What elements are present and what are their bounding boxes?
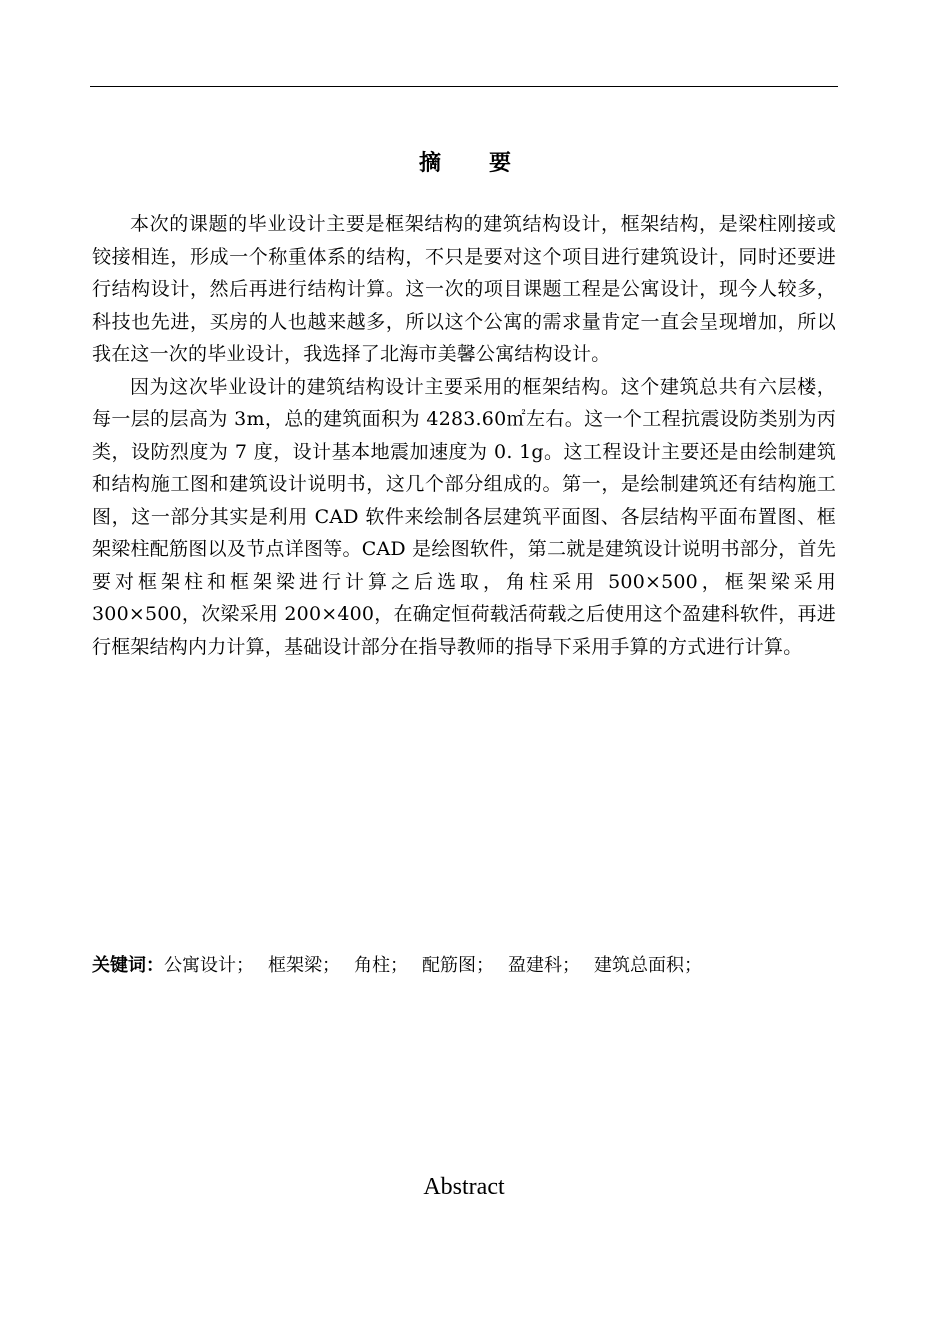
keyword-item: 配筋图；	[422, 955, 494, 976]
keyword-item: 角柱；	[354, 955, 408, 976]
keyword-item: 公寓设计；	[164, 955, 254, 976]
header-rule	[90, 86, 838, 87]
keyword-item: 盈建科；	[508, 955, 580, 976]
keywords-line	[92, 952, 836, 980]
keyword-item: 框架梁；	[268, 955, 340, 976]
abstract-body	[92, 208, 836, 663]
abstract-paragraph-1: 本次的课题的毕业设计主要是框架结构的建筑结构设计，框架结构，是梁柱刚接或铰接相连，形成一个称重体系的结构，不只是要对这个项目进行建筑设计，同时还要进行结构设计，然后再进行结构计算。这一次的项目课题工程是公寓设计，现今人较多，科技也先进，买房的人也越来越多，所以这个公寓的需求量肯定一直会呈现增加，所以我在这一次的毕业设计，我选择了北海市美馨公寓结构设计。	[92, 213, 836, 365]
keyword-item: 建筑总面积；	[594, 955, 702, 976]
abstract-zh-title: 摘要	[418, 150, 559, 176]
abstract-en-title: Abstract	[423, 1174, 505, 1200]
abstract-paragraph-2: 因为这次毕业设计的建筑结构设计主要采用的框架结构。这个建筑总共有六层楼，每一层的层高为 3m，总的建筑面积为 4283.60㎡左右。这一个工程抗震设防类别为丙类，设防烈度为 7 度，设计基本地震加速度为 0. 1g。这工程设计主要还是由绘制建筑和结构施工图和建筑设计说明书，这几个部分组成的。第一，是绘制建筑还有结构施工图，这一部分其实是利用 CAD 软件来绘制各层建筑平面图、各层结构平面布置图、框架梁柱配筋图以及节点详图等。CAD 是绘图软件，第二就是建筑设计说明书部分，首先要对框架柱和框架梁进行计算之后选取，角柱采用 500×500，框架梁采用 300×500，次梁采用 200×400，在确定恒荷载活荷载之后使用这个盈建科软件，再进行框架结构内力计算，基础设计部分在指导教师的指导下采用手算的方式进行计算。	[92, 375, 836, 658]
keywords-label: 关键词：	[92, 955, 164, 976]
